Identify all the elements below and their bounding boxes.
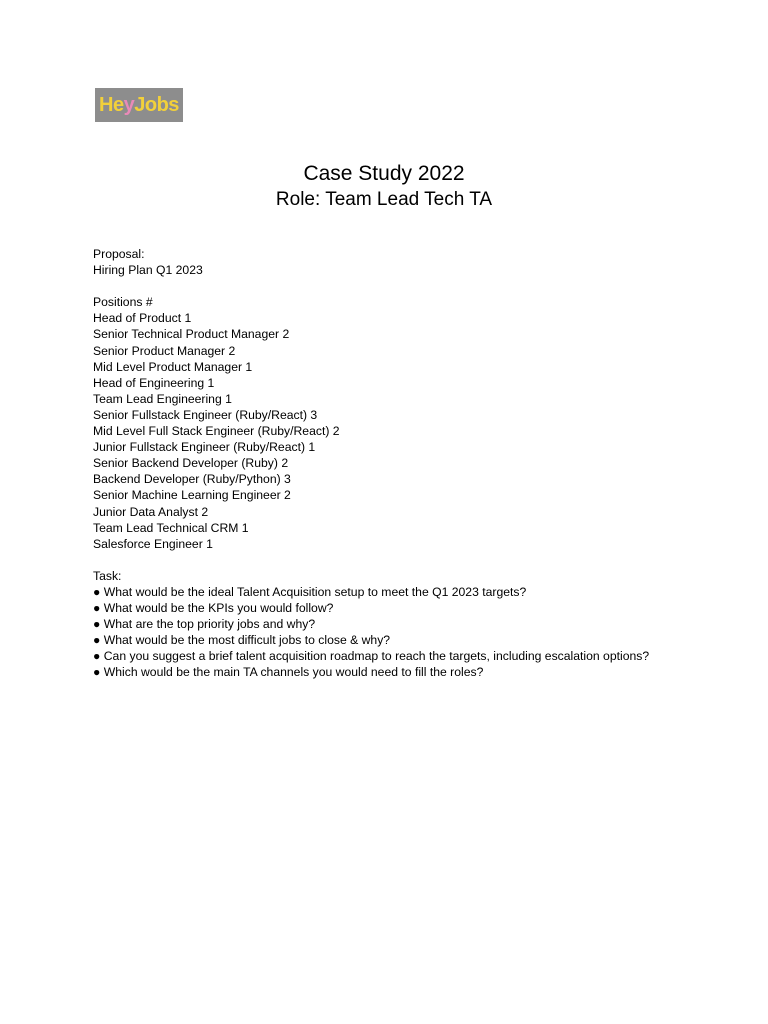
- positions-header: Positions #: [93, 295, 153, 310]
- position-item: Senior Backend Developer (Ruby) 2: [93, 456, 289, 471]
- heyjobs-logo: [95, 88, 183, 122]
- position-item: Salesforce Engineer 1: [93, 536, 213, 551]
- position-item: Head of Engineering 1: [93, 375, 215, 390]
- task-item: ● What are the top priority jobs and why?: [93, 617, 316, 632]
- logo-text-jobs: Jobs: [134, 94, 179, 116]
- task-item: ● What would be the KPIs you would follow?: [93, 601, 334, 616]
- position-item: Mid Level Product Manager 1: [93, 359, 253, 374]
- document-body: [93, 246, 653, 681]
- position-item: Team Lead Technical CRM 1: [93, 520, 249, 535]
- proposal-label: Proposal:: [93, 247, 145, 261]
- logo-wordmark: [99, 95, 179, 115]
- positions-list: [93, 310, 653, 551]
- position-item: Head of Product 1: [93, 311, 192, 326]
- task-item: ● What would be the most difficult jobs to close & why?: [93, 633, 391, 648]
- position-item: Senior Product Manager 2: [93, 343, 236, 358]
- task-list: [93, 584, 653, 681]
- logo-text-he: He: [99, 94, 124, 116]
- spacer: [93, 278, 653, 294]
- position-item: Backend Developer (Ruby/Python) 3: [93, 472, 291, 487]
- position-item: Senior Fullstack Engineer (Ruby/React) 3: [93, 407, 318, 422]
- logo-text-y: y: [123, 94, 135, 116]
- position-item: Junior Data Analyst 2: [93, 504, 209, 519]
- task-label: Task:: [93, 568, 122, 583]
- document-title: Case Study 2022: [303, 162, 465, 185]
- position-item: Team Lead Engineering 1: [93, 391, 232, 406]
- document-subtitle: Role: Team Lead Tech TA: [275, 189, 493, 210]
- position-item: Mid Level Full Stack Engineer (Ruby/React) 2: [93, 424, 340, 439]
- task-item: ● Which would be the main TA channels you would need to fill the roles?: [93, 665, 484, 680]
- spacer: [93, 552, 653, 568]
- position-item: Senior Machine Learning Engineer 2: [93, 488, 291, 503]
- position-item: Senior Technical Product Manager 2: [93, 327, 290, 342]
- position-item: Junior Fullstack Engineer (Ruby/React) 1: [93, 440, 316, 455]
- task-item: ● What would be the ideal Talent Acquisition setup to meet the Q1 2023 targets?: [93, 584, 527, 599]
- task-item: ● Can you suggest a brief talent acquisition roadmap to reach the targets, including escalation options?: [93, 649, 650, 664]
- hiring-plan: Hiring Plan Q1 2023: [93, 263, 203, 278]
